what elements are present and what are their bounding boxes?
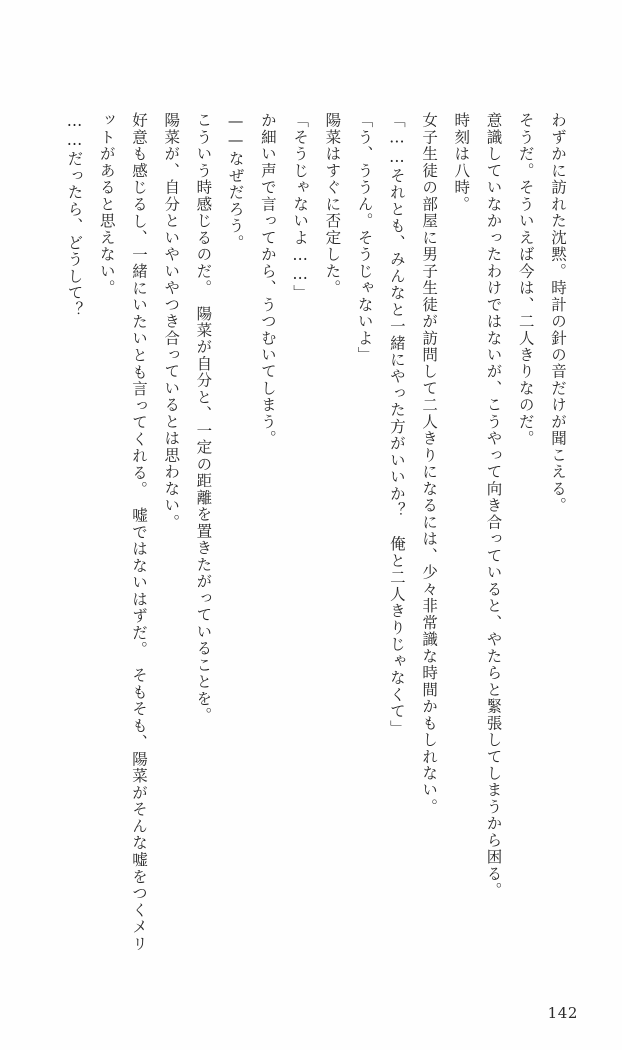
paragraph: か細い声で言ってから、うつむいてしまう。 (258, 112, 277, 447)
paragraph-dialogue: 「う、ううん。そうじゃないよ」 (355, 112, 374, 364)
paragraph: 好意も感じるし、一緒にいたいとも言ってくれる。 嘘ではないはずだ。 そもそも、陽菜がそんな嘘をつくメリットがあると思えない。 (97, 112, 148, 952)
paragraph-dialogue: 「……それとも、みんなと一緒にやった方がいいか？ 俺と二人きりじゃなくて」 (387, 112, 406, 737)
paragraph: 意識していなかったわけではないが、こうやって向き合っていると、やたらと緊張してしまうから困る。 (484, 112, 503, 899)
body-text (54, 112, 574, 952)
paragraph: ——なぜだろう。 (226, 112, 245, 251)
paragraph-dialogue: 「そうじゃないよ……」 (291, 112, 310, 302)
paragraph: ……だったら、どうして？ (65, 112, 84, 318)
paragraph: 時刻は八時。 (452, 112, 471, 213)
paragraph: 陽菜が、自分といやいやつき合っているとは思わない。 (162, 112, 181, 531)
paragraph: 陽菜はすぐに否定した。 (323, 112, 342, 297)
paragraph: 女子生徒の部屋に男子生徒が訪問して二人きりになるには、少々非常識な時間かもしれない。 (420, 112, 439, 816)
paragraph: こういう時感じるのだ。 陽菜が自分と、一定の距離を置きたがっていることを。 (194, 112, 213, 724)
paragraph: そうだ。そういえば今は、二人きりなのだ。 (516, 112, 535, 447)
paragraph: わずかに訪れた沈黙。時計の針の音だけが聞こえる。 (549, 112, 567, 514)
page-number: 142 (547, 1004, 578, 1022)
